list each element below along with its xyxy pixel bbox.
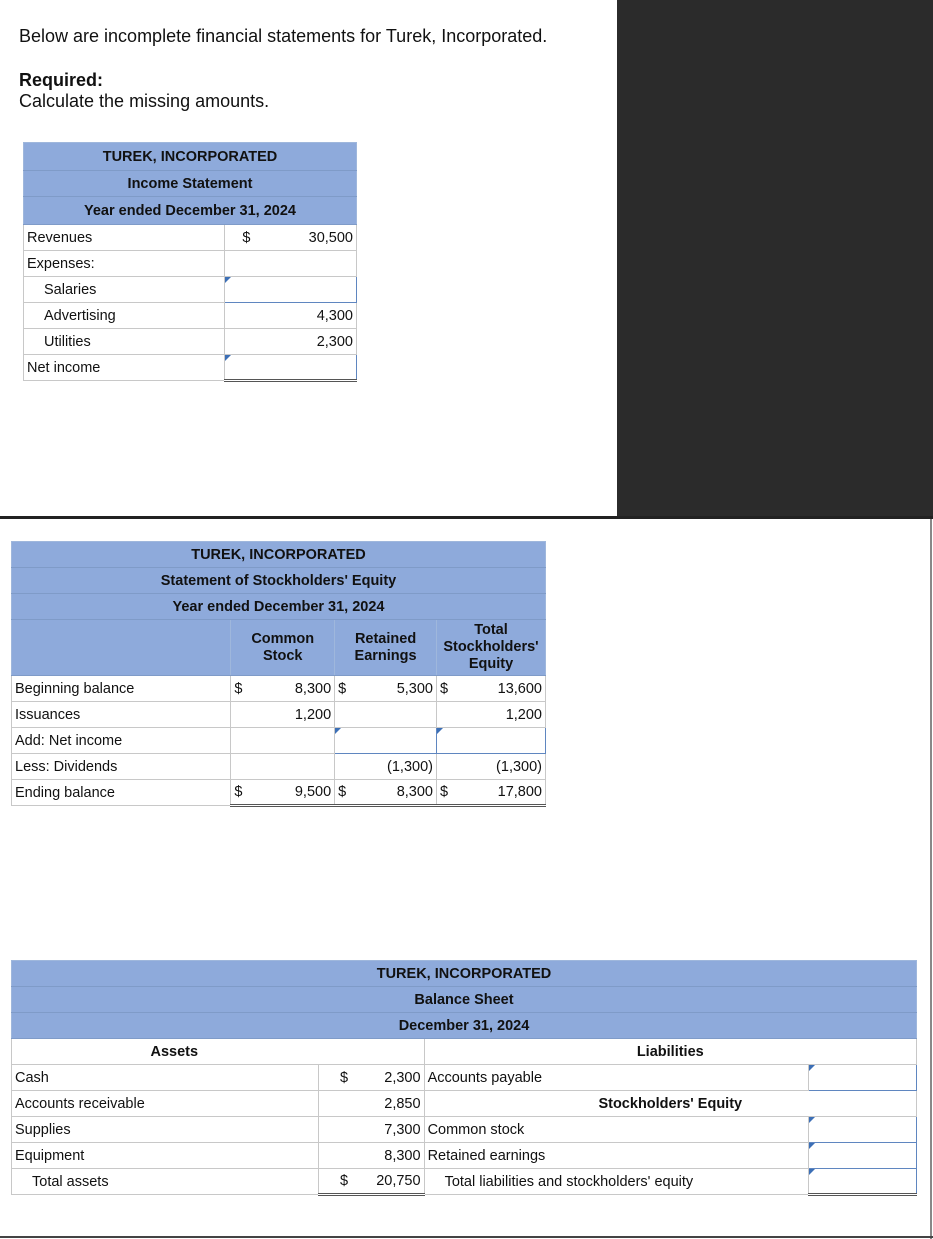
common-stock-input-cell (809, 1117, 917, 1143)
total-equity-value: (1,300) (436, 754, 545, 780)
row-label: Accounts payable (424, 1065, 809, 1091)
table-row (24, 251, 357, 277)
common-stock-value: 1,200 (231, 702, 335, 728)
company-name: TUREK, INCORPORATED (24, 143, 357, 171)
common-stock-value: 8,300 (259, 676, 335, 702)
retained-earnings-input-cell (809, 1143, 917, 1169)
net-income-retained-earnings-input[interactable] (335, 728, 436, 753)
statement-title: Balance Sheet (12, 987, 917, 1013)
company-name: TUREK, INCORPORATED (12, 542, 546, 568)
common-stock-value (231, 754, 335, 780)
row-label: Ending balance (12, 780, 231, 806)
retained-earnings-input[interactable] (809, 1143, 916, 1168)
divider (0, 1236, 933, 1238)
statement-period: Year ended December 31, 2024 (12, 594, 546, 620)
dollar-sign: $ (436, 780, 462, 806)
row-label: Issuances (12, 702, 231, 728)
required-label: Required: (19, 70, 104, 90)
retained-earnings-value: 8,300 (361, 780, 437, 806)
balance-sheet-table (11, 960, 917, 1196)
accounts-payable-input-cell (809, 1065, 917, 1091)
dollar-sign: $ (318, 1169, 348, 1195)
table-row (12, 728, 546, 754)
revenues-value (225, 225, 357, 251)
retained-earnings-input-cell (335, 728, 437, 754)
row-label: Expenses: (24, 251, 225, 277)
total-equity-value: 17,800 (462, 780, 545, 806)
supplies-value: 7,300 (318, 1117, 424, 1143)
common-stock-input[interactable] (809, 1117, 916, 1142)
row-label: Advertising (24, 303, 225, 329)
dollar-sign: $ (231, 676, 259, 702)
table-row (12, 702, 546, 728)
dollar-sign: $ (318, 1065, 348, 1091)
retained-earnings-value: 5,300 (361, 676, 437, 702)
stockholders-equity-header: Stockholders' Equity (424, 1091, 916, 1117)
statement-title: Statement of Stockholders' Equity (12, 568, 546, 594)
table-row (12, 1091, 917, 1117)
row-label: Accounts receivable (12, 1091, 319, 1117)
dollar-sign: $ (231, 780, 259, 806)
accounts-payable-input[interactable] (809, 1065, 916, 1090)
total-equity-value: 13,600 (462, 676, 545, 702)
table-row (24, 225, 357, 251)
row-label: Net income (24, 355, 225, 381)
table-row (12, 754, 546, 780)
statement-date: December 31, 2024 (12, 1013, 917, 1039)
row-label: Revenues (24, 225, 225, 251)
table-row (12, 1143, 917, 1169)
divider (0, 516, 933, 519)
cash-value: 2,300 (348, 1065, 424, 1091)
table-row (12, 1065, 917, 1091)
dark-panel (617, 0, 933, 517)
income-statement-table (23, 142, 357, 382)
row-label: Add: Net income (12, 728, 231, 754)
common-stock-value (231, 728, 335, 754)
total-liabilities-equity-input[interactable] (809, 1169, 916, 1193)
assets-header: Assets (12, 1039, 425, 1065)
total-assets-value: 20,750 (348, 1169, 424, 1195)
dollar-sign: $ (335, 676, 361, 702)
total-equity-input-cell (436, 728, 545, 754)
column-header-common-stock: Common Stock (231, 620, 335, 676)
column-header-retained-earnings: Retained Earnings (335, 620, 437, 676)
dollar-sign: $ (242, 229, 251, 246)
dollar-sign: $ (436, 676, 462, 702)
row-label: Equipment (12, 1143, 319, 1169)
table-row (24, 303, 357, 329)
row-label: Supplies (12, 1117, 319, 1143)
common-stock-value: 9,500 (259, 780, 335, 806)
accounts-receivable-value: 2,850 (318, 1091, 424, 1117)
total-liabilities-equity-input-cell (809, 1169, 917, 1195)
row-label: Less: Dividends (12, 754, 231, 780)
company-name: TUREK, INCORPORATED (12, 961, 917, 987)
intro-text: Below are incomplete financial statements for Turek, Incorporated. (19, 26, 548, 46)
row-label: Utilities (24, 329, 225, 355)
table-row (12, 676, 546, 702)
table-row (12, 1169, 917, 1195)
value-text: 30,500 (308, 229, 353, 246)
instruction-text: Calculate the missing amounts. (19, 91, 270, 111)
net-income-total-equity-input[interactable] (437, 728, 545, 753)
salaries-input-cell (225, 277, 357, 303)
retained-earnings-value: (1,300) (335, 754, 437, 780)
statement-period: Year ended December 31, 2024 (24, 197, 357, 225)
statement-title: Income Statement (24, 171, 357, 197)
total-equity-value: 1,200 (436, 702, 545, 728)
net-income-input-cell (225, 355, 357, 381)
table-row (12, 780, 546, 806)
row-label: Cash (12, 1065, 319, 1091)
table-row (24, 277, 357, 303)
row-label: Salaries (24, 277, 225, 303)
row-label: Retained earnings (424, 1143, 809, 1169)
table-row (12, 1117, 917, 1143)
stockholders-equity-table (11, 541, 546, 807)
advertising-value: 4,300 (225, 303, 357, 329)
divider (930, 519, 932, 1239)
table-row (24, 329, 357, 355)
dollar-sign: $ (335, 780, 361, 806)
row-label: Common stock (424, 1117, 809, 1143)
row-label: Total liabilities and stockholders' equity (424, 1169, 809, 1195)
row-label: Beginning balance (12, 676, 231, 702)
row-label: Total assets (12, 1169, 319, 1195)
salaries-input[interactable] (225, 277, 356, 302)
net-income-input[interactable] (225, 355, 356, 379)
liabilities-header: Liabilities (424, 1039, 916, 1065)
equipment-value: 8,300 (318, 1143, 424, 1169)
utilities-value: 2,300 (225, 329, 357, 355)
retained-earnings-value (335, 702, 437, 728)
table-row (24, 355, 357, 381)
column-header-total-equity: Total Stockholders' Equity (436, 620, 545, 676)
